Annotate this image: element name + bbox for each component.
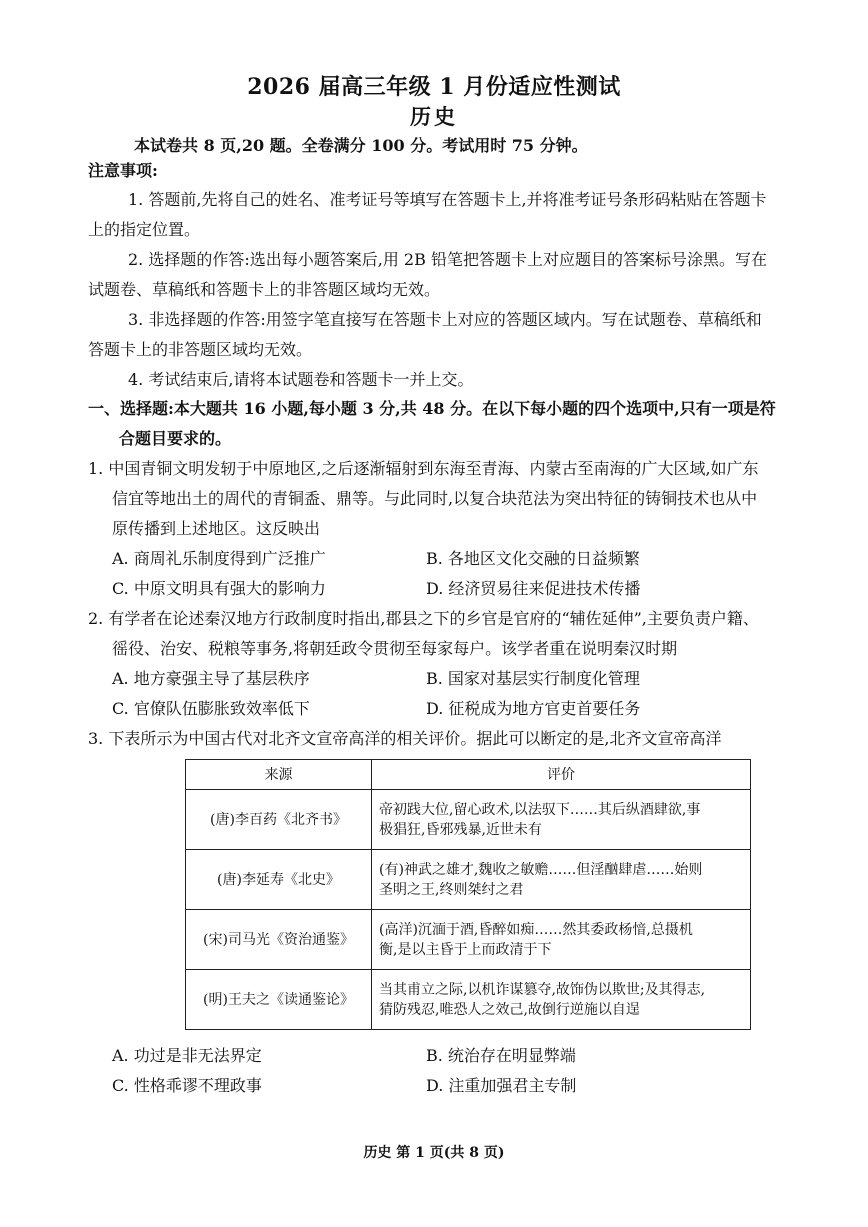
note-3-line-2: 答题卡上的非答题区域均无效。 bbox=[88, 340, 313, 359]
note-3-line-1: 3. 非选择题的作答:用签字笔直接写在答题卡上对应的答题区域内。写在试题卷、草稿纸和 bbox=[128, 310, 762, 329]
note-1-line-1: 1. 答题前,先将自己的姓名、准考证号等填写在答题卡上,并将准考证号条形码粘贴在答题卡 bbox=[128, 190, 767, 209]
table-row bbox=[186, 910, 751, 970]
note-1-line-2: 上的指定位置。 bbox=[88, 220, 201, 239]
page-footer: 历史 第 1 页(共 8 页) bbox=[363, 1145, 505, 1161]
section-1-line-2: 合题目要求的。 bbox=[119, 429, 232, 448]
evaluation-line: (高洋)沉湎于酒,昏醉如痴……然其委政杨愔,总摄机 bbox=[379, 921, 693, 938]
table-cell-source: (唐)李百药《北齐书》 bbox=[186, 790, 372, 850]
q2-stem-line-1: 2. 有学者在论述秦汉地方行政制度时指出,郡县之下的乡官是官府的“辅佐延伸”,主要负责户籍、 bbox=[88, 609, 759, 628]
evaluation-line: 圣明之王,终则桀纣之君 bbox=[379, 881, 524, 898]
note-2-line-2: 试题卷、草稿纸和答题卡上的非答题区域均无效。 bbox=[88, 280, 441, 299]
evaluation-line: 极猖狂,昏邪残暴,近世未有 bbox=[379, 821, 542, 838]
q2-option-c: C. 官僚队伍膨胀致效率低下 bbox=[112, 699, 310, 718]
evaluation-line: 当其甫立之际,以机诈谋篡夺,故饰伪以欺世;及其得志, bbox=[379, 981, 706, 998]
exam-intro: 本试卷共 8 页,20 题。全卷满分 100 分。考试用时 75 分钟。 bbox=[134, 136, 588, 155]
q1-option-c: C. 中原文明具有强大的影响力 bbox=[112, 579, 326, 598]
q2-option-b: B. 国家对基层实行制度化管理 bbox=[426, 669, 640, 688]
q3-option-c: C. 性格乖谬不理政事 bbox=[112, 1076, 262, 1095]
table-cell-evaluation bbox=[372, 970, 751, 1030]
q1-option-a: A. 商周礼乐制度得到广泛推广 bbox=[112, 549, 326, 568]
q1-stem-line-1: 1. 中国青铜文明发轫于中原地区,之后逐渐辐射到东海至青海、内蒙古至南海的广大区域,如广东 bbox=[88, 459, 759, 478]
q3-option-a: A. 功过是非无法界定 bbox=[112, 1046, 262, 1065]
table-row bbox=[186, 850, 751, 910]
q3-stem-line-1: 3. 下表所示为中国古代对北齐文宣帝高洋的相关评价。据此可以断定的是,北齐文宣帝高洋 bbox=[88, 729, 722, 748]
q1-option-b: B. 各地区文化交融的日益频繁 bbox=[426, 549, 640, 568]
table-cell-evaluation bbox=[372, 790, 751, 850]
evaluation-table bbox=[185, 759, 751, 1030]
q1-option-d: D. 经济贸易往来促进技术传播 bbox=[426, 579, 641, 598]
table-row bbox=[186, 970, 751, 1030]
table-header-evaluation: 评价 bbox=[372, 760, 751, 790]
evaluation-line: 猜防残忍,唯恐人之效己,故倒行逆施以自逞 bbox=[379, 1001, 640, 1018]
q2-stem-line-2: 徭役、治安、税粮等事务,将朝廷政令贯彻至每家每户。该学者重在说明秦汉时期 bbox=[112, 639, 678, 658]
table-cell-evaluation bbox=[372, 910, 751, 970]
evaluation-line: (有)神武之雄才,魏收之敏赡……但淫酗肆虐……始则 bbox=[379, 861, 703, 878]
table-cell-source: (宋)司马光《资治通鉴》 bbox=[186, 910, 372, 970]
exam-title: 2026 届高三年级 1 月份适应性测试 bbox=[247, 74, 621, 100]
subject-title: 历史 bbox=[410, 104, 458, 129]
table-cell-evaluation bbox=[372, 850, 751, 910]
table-cell-source: (唐)李延寿《北史》 bbox=[186, 850, 372, 910]
table-row bbox=[186, 790, 751, 850]
note-4: 4. 考试结束后,请将本试题卷和答题卡一并上交。 bbox=[128, 370, 474, 389]
note-2-line-1: 2. 选择题的作答:选出每小题答案后,用 2B 铅笔把答题卡上对应题目的答案标号涂黑。写在 bbox=[128, 250, 767, 269]
q3-option-d: D. 注重加强君主专制 bbox=[426, 1076, 577, 1095]
q2-option-a: A. 地方豪强主导了基层秩序 bbox=[112, 669, 310, 688]
q3-option-b: B. 统治存在明显弊端 bbox=[426, 1046, 576, 1065]
q1-stem-line-3: 原传播到上述地区。这反映出 bbox=[112, 519, 321, 538]
q1-stem-line-2: 信宜等地出土的周代的青铜盉、鼎等。与此同时,以复合块范法为突出特征的铸铜技术也从中 bbox=[112, 489, 758, 508]
table-cell-source: (明)王夫之《读通鉴论》 bbox=[186, 970, 372, 1030]
table-header-source: 来源 bbox=[186, 760, 372, 790]
table-header-row bbox=[186, 760, 751, 790]
q2-option-d: D. 征税成为地方官吏首要任务 bbox=[426, 699, 641, 718]
notes-heading: 注意事项: bbox=[88, 161, 158, 180]
evaluation-line: 衡,是以主昏于上而政清于下 bbox=[379, 941, 552, 958]
evaluation-line: 帝初践大位,留心政术,以法驭下……其后纵酒肆欲,事 bbox=[379, 801, 701, 818]
section-1-line-1: 一、选择题:本大题共 16 小题,每小题 3 分,共 48 分。在以下每小题的四个选项中,只有一项是符 bbox=[88, 399, 776, 418]
